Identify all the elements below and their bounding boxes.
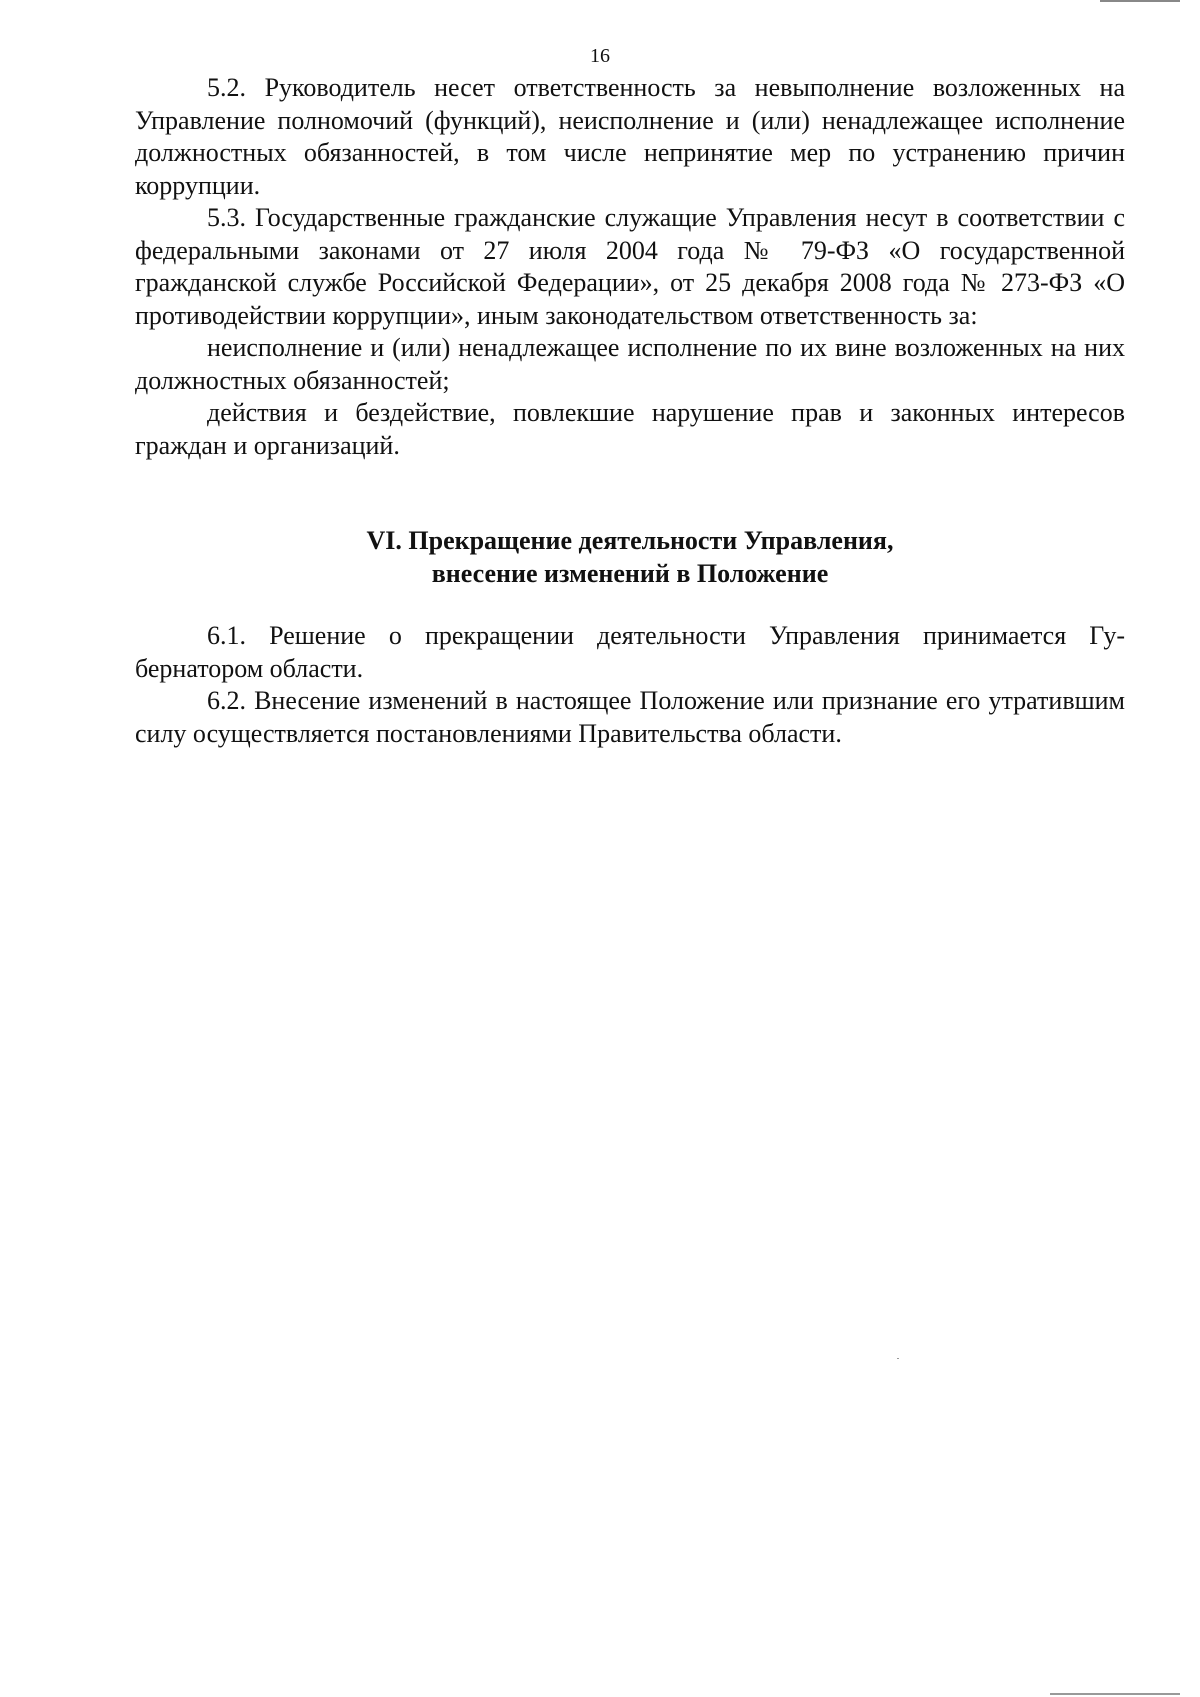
scan-artifact-bottom-right: [1050, 1693, 1180, 1695]
paragraph-5-2: 5.2. Руководитель несет ответственность за невыполнение возложенных на Управление полномочий (функций), неисполнение и (или) ненадлежащее исполнение должностных обязанностей, в том числе непринятие мер по устранению причин коррупции.: [135, 73, 1125, 200]
paragraph-5-3-item-1: неисполнение и (или) ненадлежащее исполнение по их вине возложенных на них должностных обязанностей;: [135, 333, 1125, 395]
section-5-body: [135, 72, 1125, 462]
paragraph-5-3-item-2: действия и бездействие, повлекшие нарушение прав и законных интересов граждан и организаций.: [135, 398, 1125, 460]
scan-artifact-top-right: [1100, 0, 1180, 2]
paragraph-6-1: 6.1. Решение о прекращении деятельности Управления принимается Губернатором области.: [135, 621, 1125, 683]
section-6-heading: [135, 524, 1125, 590]
section-6-body: [135, 620, 1125, 750]
paragraph-6-2: 6.2. Внесение изменений в настоящее Положение или признание его утратившим силу осуществляется постановлениями Правительства области.: [135, 686, 1125, 748]
section-6-heading-line-2: внесение изменений в Положение: [431, 559, 829, 588]
section-6-heading-line-1: VI. Прекращение деятельности Управления,: [366, 526, 894, 555]
page-number: 16: [590, 45, 610, 67]
scan-artifact-dot: [897, 1358, 899, 1359]
paragraph-5-3: 5.3. Государственные гражданские служащие Управления несут в соответствии с федеральными законами от 27 июля 2004 года № 79-ФЗ «О государственной гражданской службе Российской Федерации», от 25 декабря 2008 года № 273-ФЗ «О противодействии коррупции», иным законодательством ответственность за:: [135, 203, 1125, 330]
